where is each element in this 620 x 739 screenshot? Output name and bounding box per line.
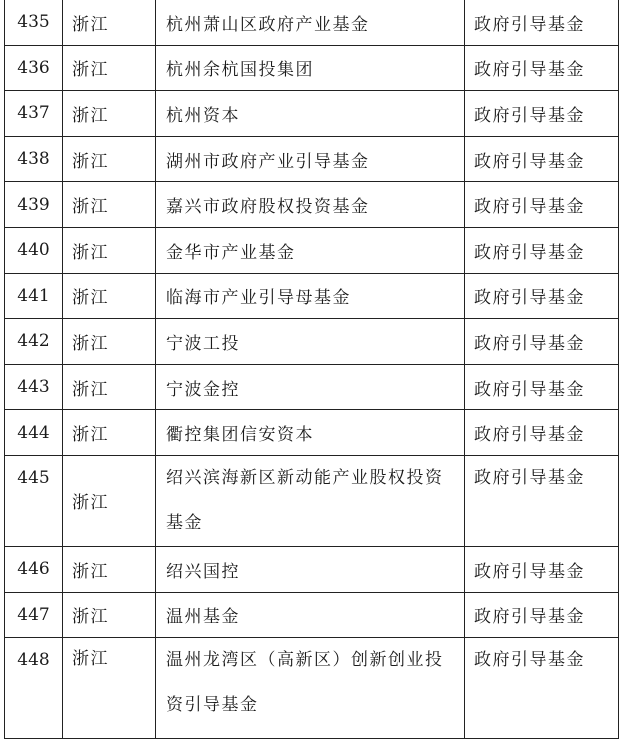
- province-cell: 浙江: [63, 273, 156, 319]
- province-cell: 浙江: [63, 638, 156, 739]
- fund-name-cell: 宁波工投: [156, 319, 465, 365]
- row-number: 448: [5, 638, 63, 739]
- row-number: 443: [5, 364, 63, 410]
- table-row: [5, 273, 619, 319]
- fund-type-cell: 政府引导基金: [465, 45, 619, 91]
- province-cell: 浙江: [63, 136, 156, 182]
- fund-name-cell: 衢控集团信安资本: [156, 410, 465, 456]
- fund-type-cell: 政府引导基金: [465, 319, 619, 365]
- fund-type-cell: 政府引导基金: [465, 455, 619, 546]
- province-cell: 浙江: [63, 182, 156, 228]
- province-cell: 浙江: [63, 364, 156, 410]
- province-cell: 浙江: [63, 0, 156, 45]
- province-cell: 浙江: [63, 45, 156, 91]
- fund-type-cell: 政府引导基金: [465, 546, 619, 592]
- fund-name-cell: 杭州余杭国投集团: [156, 45, 465, 91]
- row-number: 447: [5, 592, 63, 638]
- province-cell: 浙江: [63, 546, 156, 592]
- row-number: 439: [5, 182, 63, 228]
- table-row: [5, 182, 619, 228]
- fund-name-cell: 湖州市政府产业引导基金: [156, 136, 465, 182]
- fund-type-cell: 政府引导基金: [465, 364, 619, 410]
- fund-type-cell: 政府引导基金: [465, 638, 619, 739]
- row-number: 445: [5, 455, 63, 546]
- row-number: 441: [5, 273, 63, 319]
- province-cell: 浙江: [63, 455, 156, 546]
- row-number: 438: [5, 136, 63, 182]
- row-number: 442: [5, 319, 63, 365]
- fund-type-cell: 政府引导基金: [465, 592, 619, 638]
- row-number: 437: [5, 91, 63, 137]
- row-number: 440: [5, 227, 63, 273]
- table-row: [5, 546, 619, 592]
- fund-name-cell: 宁波金控: [156, 364, 465, 410]
- fund-name-cell: 金华市产业基金: [156, 227, 465, 273]
- fund-type-cell: 政府引导基金: [465, 227, 619, 273]
- fund-name-cell: 杭州萧山区政府产业基金: [156, 0, 465, 45]
- table-row: [5, 319, 619, 365]
- fund-name-cell: 嘉兴市政府股权投资基金: [156, 182, 465, 228]
- row-number: 435: [5, 0, 63, 45]
- fund-name-cell: 绍兴滨海新区新动能产业股权投资基金: [156, 455, 465, 546]
- fund-type-cell: 政府引导基金: [465, 410, 619, 456]
- table-row: [5, 136, 619, 182]
- row-number: 446: [5, 546, 63, 592]
- fund-type-cell: 政府引导基金: [465, 273, 619, 319]
- province-cell: 浙江: [63, 91, 156, 137]
- fund-name-cell: 温州基金: [156, 592, 465, 638]
- table-row: [5, 592, 619, 638]
- fund-name-cell: 温州龙湾区（高新区）创新创业投资引导基金: [156, 638, 465, 739]
- fund-name-cell: 杭州资本: [156, 91, 465, 137]
- fund-name-cell: 临海市产业引导母基金: [156, 273, 465, 319]
- table-row: [5, 91, 619, 137]
- table-row: [5, 455, 619, 546]
- row-number: 436: [5, 45, 63, 91]
- fund-type-cell: 政府引导基金: [465, 91, 619, 137]
- fund-name-cell: 绍兴国控: [156, 546, 465, 592]
- table-row: [5, 45, 619, 91]
- province-cell: 浙江: [63, 410, 156, 456]
- table-row: [5, 638, 619, 739]
- table-row: [5, 364, 619, 410]
- row-number: 444: [5, 410, 63, 456]
- province-cell: 浙江: [63, 592, 156, 638]
- fund-type-cell: 政府引导基金: [465, 182, 619, 228]
- fund-type-cell: 政府引导基金: [465, 0, 619, 45]
- province-cell: 浙江: [63, 227, 156, 273]
- fund-type-cell: 政府引导基金: [465, 136, 619, 182]
- table-row: [5, 0, 619, 45]
- table-row: [5, 410, 619, 456]
- table-row: [5, 227, 619, 273]
- fund-table: [4, 0, 619, 739]
- province-cell: 浙江: [63, 319, 156, 365]
